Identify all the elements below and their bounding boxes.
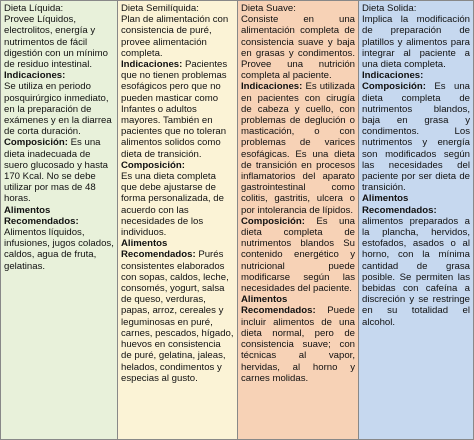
column-title: Dieta Semilíquida:: [121, 3, 199, 14]
column-semiliquid-diet: [118, 1, 238, 439]
description-text: Plan de alimentación con consistencia de puré, provee alimentación completa.: [121, 14, 229, 59]
column-liquid-diet: [1, 1, 118, 439]
composition-label: Composición:: [362, 81, 426, 93]
recommended-foods-text: alimentos preparados a la plancha, hervidos, estofados, asados o al horno, con la mínima cantidad de grasa posible. Se permiten las bebidas con cafeína a discreción y se restringe en su totalidad el alcohol.: [362, 215, 470, 328]
recommended-foods-label: Alimentos Recomendados:: [241, 294, 316, 317]
indications-text: Pacientes que no tienen problemas esofágicos pero que no pueden masticar como Infantes o adultos mayores. También en pacientes que no toleran alimentos solidos como dieta de transición.: [121, 59, 228, 160]
recommended-foods-text: Purés consistentes elaborados con sopas, caldos, leche, consomés, yogurt, salsa de queso, verduras, papas, arroz, cereales y leguminosas en puré, carnes, pescados, hígado, huevos en consistencia de puré, gelatina, jaleas, helados, condimentos y especias al gusto.: [121, 249, 234, 384]
recommended-foods-text: Alimentos líquidos, infusiones, jugos colados, caldos, agua de fruta, gelatinas.: [4, 227, 114, 272]
indications-label: Indicaciones:: [4, 70, 66, 82]
description-text: Provee Líquidos, electrolitos, energía y nutrimentos de fácil digestión con un mínimo de residuo intestinal.: [4, 14, 108, 71]
indications-text: Es utilizada en pacientes con cirugía de cabeza y cuello, con problemas de deglución o masticación, o con problemas de varices esofágicas. Es una dieta de transición en procesos inflamatorios del aparato gastrointestinal como colitis, gastritis, ulcera o por intolerancia de lípidos.: [241, 81, 356, 216]
composition-label: Composición:: [4, 137, 68, 149]
indications-label: Indicaciones:: [121, 59, 183, 71]
column-title: Dieta Suave:: [241, 3, 296, 14]
indications-label: Indicaciones:: [362, 70, 424, 82]
composition-label: Composición:: [241, 215, 305, 227]
column-title: Dieta Solida:: [362, 3, 417, 14]
recommended-foods-label: Alimentos Recomendados:: [4, 204, 79, 227]
description-text: Consiste en una alimentación completa de consistencia suave y baja en grasas y condimentos. Provee una nutrición completa al paciente.: [241, 14, 355, 82]
composition-text: Es una dieta completa que debe ajustarse de forma personalizada, de acuerdo con las necesidades de los individuos.: [121, 171, 224, 239]
column-solid-diet: [359, 1, 473, 439]
composition-text: Es una dieta inadecuada de suero glucosado y hasta 170 Kcal. No se debe utilizar por mas de 48 horas.: [4, 137, 108, 205]
description-text: Implica la modificación de preparación de platillos y alimentos para integrar al paciente a una dieta completa.: [362, 14, 470, 71]
indications-label: Indicaciones:: [241, 81, 303, 93]
recommended-foods-label: Alimentos Recomendados:: [121, 238, 196, 261]
composition-text: Es una dieta completa de nutrimentos blandos, baja en grasa y condimentos. Los nutrimentos y energía son modificados según las necesidades del paciente por ser dieta de transición.: [362, 81, 471, 194]
column-title: Dieta Líquida:: [4, 3, 64, 14]
recommended-foods-label: Alimentos Recomendados:: [362, 193, 437, 216]
column-soft-diet: [238, 1, 359, 439]
recommended-foods-text: Puede incluir alimentos de una dieta normal, pero de consistencia suave; con técnicas al vapor, hervidas, al horno y carnes molidas.: [241, 305, 355, 384]
composition-label: Composición:: [121, 159, 185, 171]
indications-text: Se utiliza en periodo posquirúrgico inmediato, en la preparación de exámenes y en la diarrea de corta duración.: [4, 81, 112, 138]
composition-text: Es una dieta completa de nutrimentos blandos Su contenido energético y nutricional puede modificarse según las necesidades del paciente.: [241, 215, 356, 295]
